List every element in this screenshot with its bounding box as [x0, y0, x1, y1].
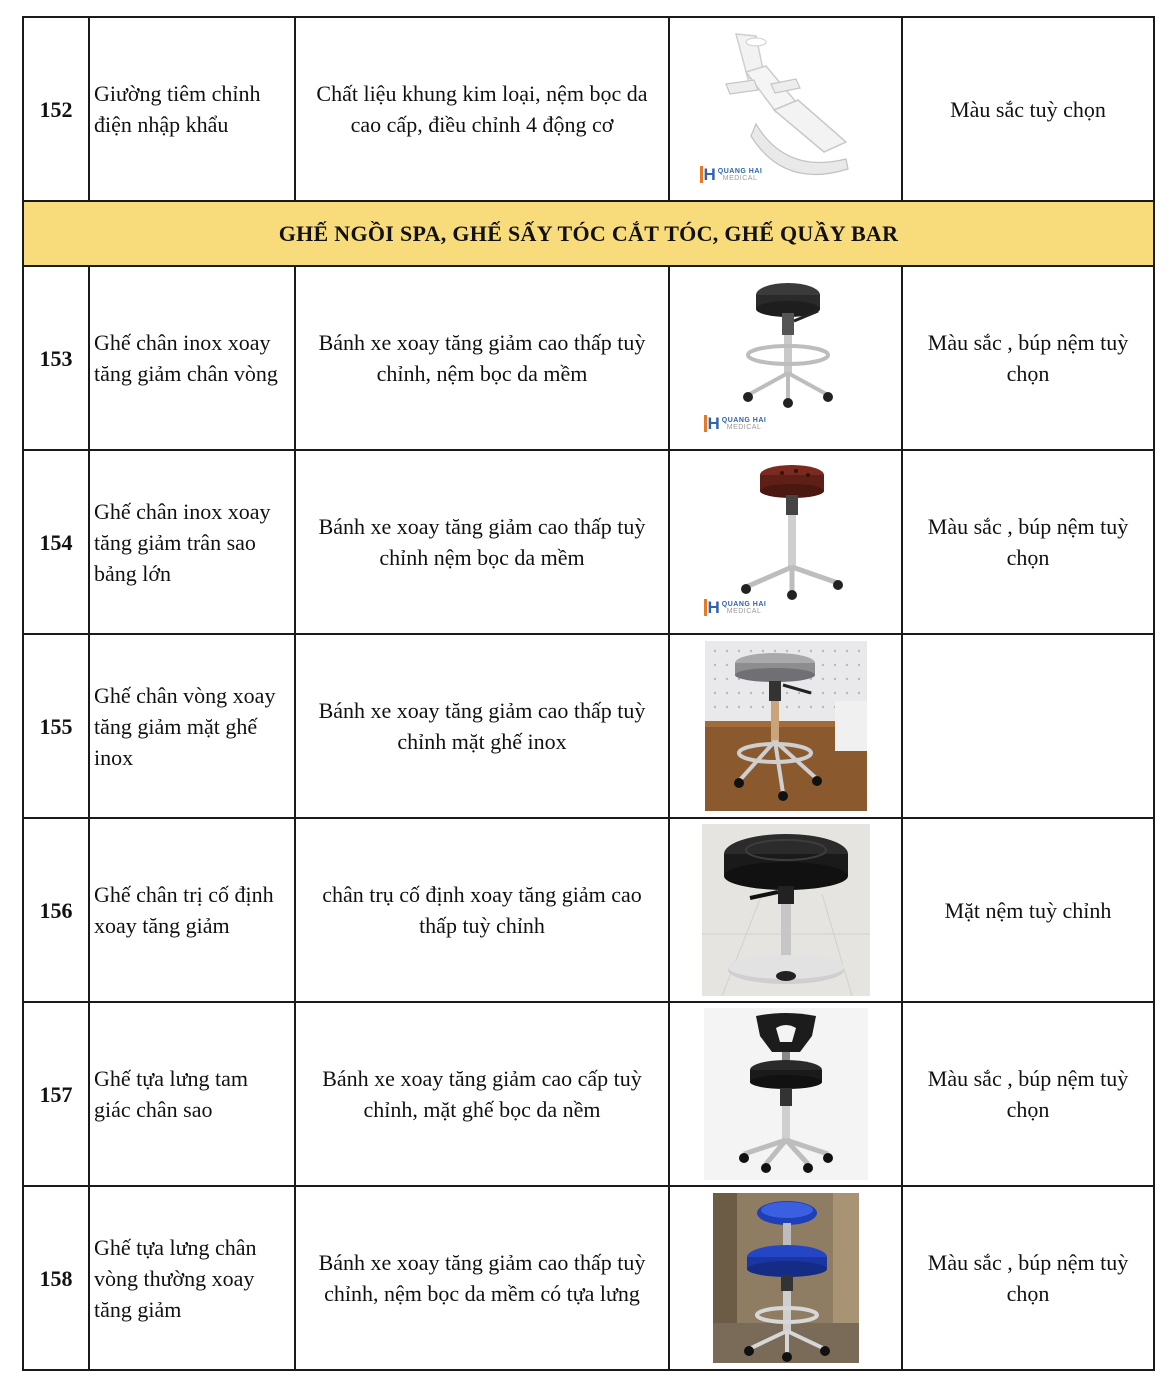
- product-description: Bánh xe xoay tăng giảm cao thấp tuỳ chỉnh mặt ghế inox: [295, 634, 669, 818]
- product-note: Màu sắc tuỳ chọn: [902, 17, 1154, 201]
- product-name: Ghế chân trị cố định xoay tăng giảm: [89, 818, 295, 1002]
- product-name: Ghế chân inox xoay tăng giảm trân sao bảng lớn: [89, 450, 295, 634]
- product-name: Ghế chân inox xoay tăng giảm chân vòng: [89, 266, 295, 450]
- product-name: Giường tiêm chỉnh điện nhập khẩu: [89, 17, 295, 201]
- brand-logo-letter: H: [704, 599, 720, 616]
- brand-logo-sub: MEDICAL: [722, 174, 758, 182]
- row-number: 158: [23, 1186, 89, 1370]
- brand-logo-sub: MEDICAL: [726, 607, 762, 615]
- stool-inox-image: [705, 641, 867, 811]
- stool-fixed-image: [702, 824, 870, 996]
- table-row: [23, 17, 1154, 201]
- brand-logo-name: QUANG HAI: [721, 600, 767, 608]
- product-note: Màu sắc , búp nệm tuỳ chọn: [902, 1002, 1154, 1186]
- product-name: Ghế tựa lưng tam giác chân sao: [89, 1002, 295, 1186]
- product-photo-cell: [669, 17, 902, 201]
- brand-logo-name: QUANG HAI: [721, 416, 767, 424]
- brand-logo-letter: H: [700, 166, 716, 183]
- stool-backrest-ring-image: [713, 1193, 859, 1363]
- product-table: [22, 16, 1155, 1371]
- stool-star-photo: [696, 457, 876, 627]
- row-number: 152: [23, 17, 89, 201]
- brand-logo: [704, 415, 767, 432]
- stool-ring-photo: [696, 273, 876, 443]
- product-name: Ghế chân vòng xoay tăng giảm mặt ghế inox: [89, 634, 295, 818]
- table-row: [23, 450, 1154, 634]
- product-photo-cell: [669, 450, 902, 634]
- section-title: GHẾ NGỒI SPA, GHẾ SẤY TÓC CẮT TÓC, GHẾ QUẦY BAR: [23, 201, 1154, 266]
- product-description: Bánh xe xoay tăng giảm cao thấp tuỳ chỉnh, nệm bọc da mềm: [295, 266, 669, 450]
- product-note: [902, 634, 1154, 818]
- product-description: Bánh xe xoay tăng giảm cao thấp tuỳ chỉnh, nệm bọc da mềm có tựa lưng: [295, 1186, 669, 1370]
- product-photo-cell: [669, 1186, 902, 1370]
- product-description: chân trụ cố định xoay tăng giảm cao thấp tuỳ chỉnh: [295, 818, 669, 1002]
- row-number: 153: [23, 266, 89, 450]
- stool-fixed-photo: [702, 824, 870, 996]
- brand-logo-letter: H: [704, 415, 720, 432]
- product-note: Màu sắc , búp nệm tuỳ chọn: [902, 450, 1154, 634]
- brand-logo: [704, 599, 767, 616]
- section-header-row: [23, 201, 1154, 266]
- product-photo-cell: [669, 266, 902, 450]
- row-number: 154: [23, 450, 89, 634]
- product-photo-cell: [669, 1002, 902, 1186]
- table-row: [23, 818, 1154, 1002]
- brand-logo: [700, 166, 763, 183]
- stool-backrest-triangle-photo: [704, 1008, 868, 1180]
- stool-inox-photo: [705, 641, 867, 811]
- product-note: Màu sắc , búp nệm tuỳ chọn: [902, 266, 1154, 450]
- product-note: Màu sắc , búp nệm tuỳ chọn: [902, 1186, 1154, 1370]
- stool-backrest-ring-photo: [713, 1193, 859, 1363]
- table-row: [23, 634, 1154, 818]
- row-number: 157: [23, 1002, 89, 1186]
- product-description: Bánh xe xoay tăng giảm cao thấp tuỳ chỉnh nệm bọc da mềm: [295, 450, 669, 634]
- row-number: 156: [23, 818, 89, 1002]
- table-row: [23, 1002, 1154, 1186]
- brand-logo-name: QUANG HAI: [717, 167, 763, 175]
- product-description: Bánh xe xoay tăng giảm cao cấp tuỳ chỉnh, mặt ghế bọc da nềm: [295, 1002, 669, 1186]
- product-photo-cell: [669, 634, 902, 818]
- row-number: 155: [23, 634, 89, 818]
- brand-logo-sub: MEDICAL: [726, 423, 762, 431]
- treatment-bed-photo: [696, 24, 876, 194]
- product-note: Mặt nệm tuỳ chỉnh: [902, 818, 1154, 1002]
- product-name: Ghế tựa lưng chân vòng thường xoay tăng giảm: [89, 1186, 295, 1370]
- stool-backrest-triangle-image: [704, 1008, 868, 1180]
- product-description: Chất liệu khung kim loại, nệm bọc da cao cấp, điều chỉnh 4 động cơ: [295, 17, 669, 201]
- product-photo-cell: [669, 818, 902, 1002]
- table-row: [23, 1186, 1154, 1370]
- table-row: [23, 266, 1154, 450]
